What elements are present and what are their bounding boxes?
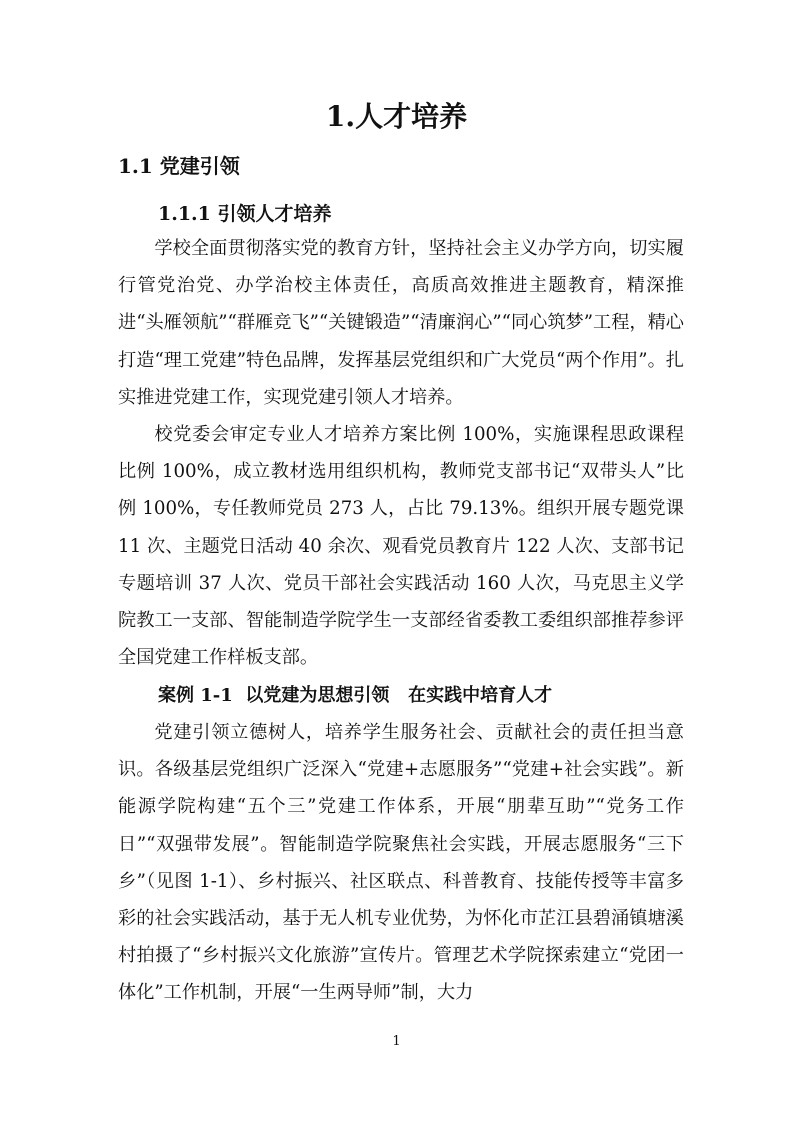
page-number: 1	[392, 1034, 401, 1049]
subsection-title: 1.1.1 引领人才培养	[158, 203, 332, 225]
chapter-title: 1.人才培养	[325, 100, 468, 133]
section-title: 1.1 党建引领	[118, 154, 240, 178]
body-paragraph-1: 学校全面贯彻落实党的教育方针，坚持社会主义办学方向，切实履行管党治党、办学治校主体责任，高质高效推进主题教育，精深推进“头雁领航”“群雁竞飞”“关键锻造”“清廉润心”“同心筑梦”工程，精心打造“理工党建”特色品牌，发挥基层党组织和广大党员“两个作用”。扎实推进党建工作，实现党建引领人才培养。	[118, 238, 684, 408]
body-paragraph-3: 党建引领立德树人，培养学生服务社会、贡献社会的责任担当意识。各级基层党组织广泛深入“党建+志愿服务”“党建+社会实践”。新能源学院构建“五个三”党建工作体系，开展“朋辈互助”“党务工作日”“双强带发展”。智能制造学院聚焦社会实践，开展志愿服务“三下乡”（见图 1-1）、乡村振兴、社区联点、科普教育、技能传授等丰富多彩的社会实践活动，基于无人机专业优势，为怀化市芷江县碧涌镇塘溪村拍摄了“乡村振兴文化旅游”宣传片。管理艺术学院探索建立“党团一体化”工作机制，开展“一生两导师”制，大力	[118, 722, 684, 1004]
case-title: 案例 1-1 以党建为思想引领 在实践中培育人才	[158, 685, 553, 706]
body-paragraph-2: 校党委会审定专业人才培养方案比例 100%，实施课程思政课程比例 100%，成立教材选用组织机构，教师党支部书记“双带头人”比例 100%，专任教师党员 273 人，占比 79.13%。组织开展专题党课 11 次、主题党日活动 40 余次、观看党员教育片 122 人次、支部书记专题培训 37 人次、党员干部社会实践活动 160 人次，马克思主义学院教工一支部、智能制造学院学生一支部经省委教工委组织部推荐参评全国党建工作样板支部。	[118, 424, 684, 669]
